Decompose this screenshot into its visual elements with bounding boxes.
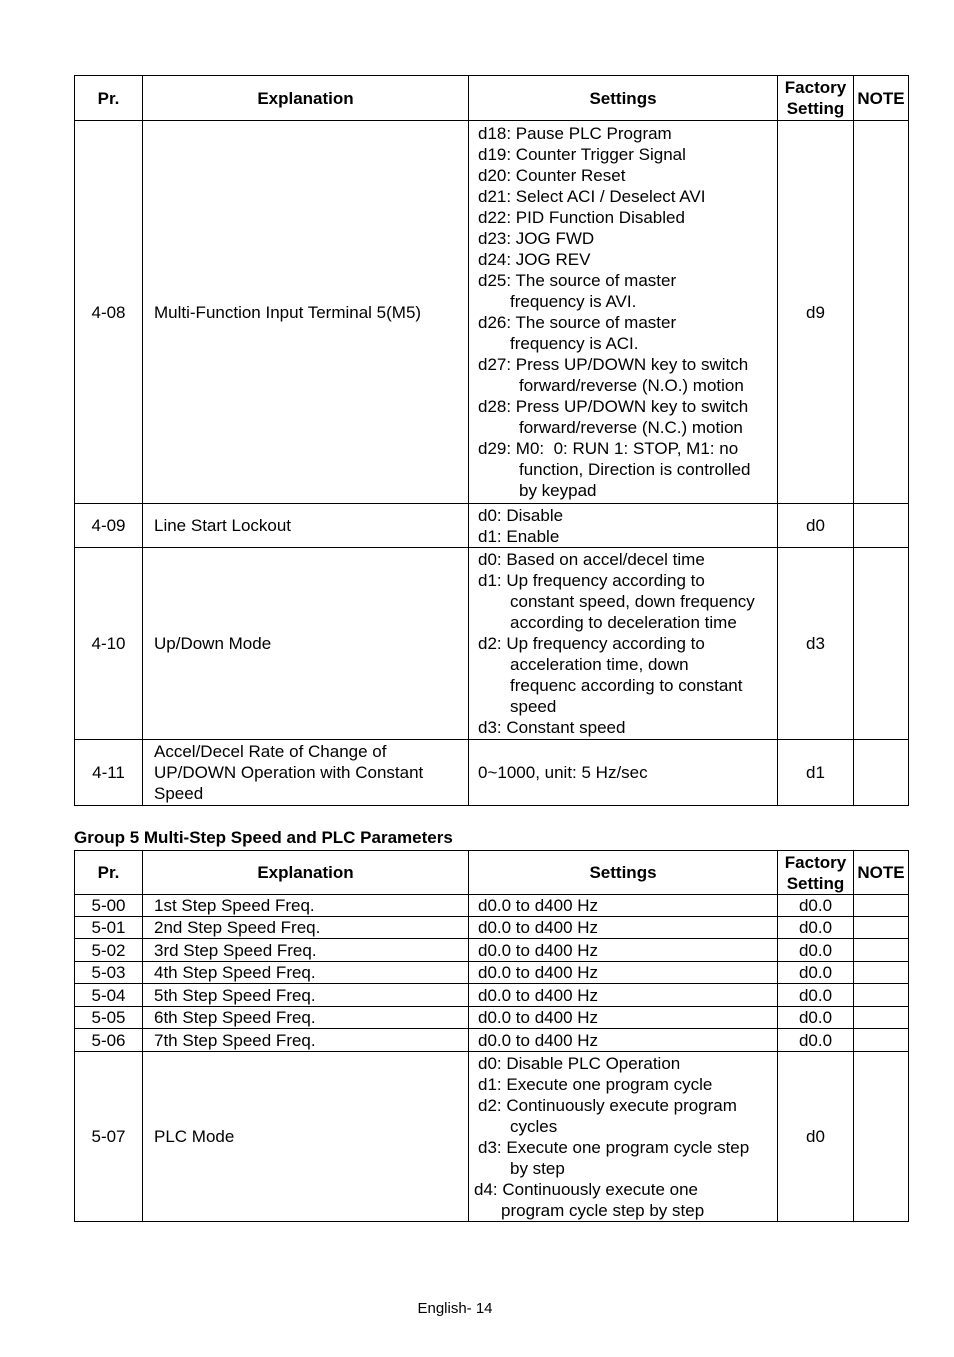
- setting-option-continuation: by keypad: [519, 481, 597, 500]
- note-cell: [854, 939, 909, 962]
- explanation-cell: PLC Mode: [143, 1052, 469, 1222]
- setting-option-continuation: cycles: [510, 1116, 558, 1136]
- explanation-cell: Accel/Decel Rate of Change of UP/DOWN Operation with Constant Speed: [143, 740, 469, 806]
- setting-option-continuation: by step: [510, 1158, 565, 1178]
- setting-option: d1: Execute one program cycle: [478, 1074, 713, 1094]
- settings-cell: [469, 740, 778, 806]
- header-factory-line2: Setting: [786, 99, 845, 118]
- table-header-row: [75, 76, 909, 121]
- factory-setting-cell: d0.0: [778, 984, 854, 1007]
- header-settings: Settings: [469, 851, 778, 895]
- explanation-cell: Line Start Lockout: [143, 504, 469, 548]
- pr-cell: 5-02: [75, 939, 143, 962]
- explanation-cell: Up/Down Mode: [143, 548, 469, 740]
- pr-cell: 4-10: [75, 548, 143, 740]
- note-cell: [854, 1052, 909, 1222]
- setting-option: d20: Counter Reset: [478, 166, 626, 185]
- settings-cell: d0.0 to d400 Hz: [469, 917, 778, 939]
- note-cell: [854, 984, 909, 1007]
- setting-option: d2: Up frequency according to: [478, 634, 705, 653]
- factory-setting-cell: d0: [778, 504, 854, 548]
- header-explanation: Explanation: [143, 76, 469, 121]
- page-number: English- 14: [417, 1300, 493, 1317]
- table-row: [75, 504, 909, 548]
- header-factory-setting: [778, 851, 854, 895]
- setting-option: d3: Constant speed: [478, 718, 626, 737]
- setting-option: d19: Counter Trigger Signal: [478, 145, 686, 164]
- header-note: NOTE: [854, 851, 909, 895]
- setting-option: d0: Based on accel/decel time: [478, 550, 705, 569]
- settings-cell: d0.0 to d400 Hz: [469, 939, 778, 962]
- note-cell: [854, 504, 909, 548]
- setting-option: d3: Execute one program cycle step: [478, 1137, 750, 1157]
- table-row: [75, 895, 909, 917]
- factory-setting-cell: d9: [778, 121, 854, 504]
- setting-option: d4: Continuously execute one: [474, 1179, 698, 1199]
- note-cell: [854, 740, 909, 806]
- table-row: [75, 1007, 909, 1029]
- setting-option-continuation: acceleration time, down: [510, 655, 689, 674]
- settings-cell: [469, 504, 778, 548]
- factory-setting-cell: d0.0: [778, 1007, 854, 1029]
- setting-option: d23: JOG FWD: [478, 229, 595, 248]
- table-row: [75, 939, 909, 962]
- table-row: [75, 1029, 909, 1052]
- settings-cell: d0.0 to d400 Hz: [469, 1029, 778, 1052]
- setting-option-continuation: frequency is AVI.: [510, 292, 637, 311]
- section-title: Group 5 Multi-Step Speed and PLC Parameters: [74, 828, 453, 847]
- table-row: [75, 548, 909, 740]
- factory-setting-cell: d0.0: [778, 962, 854, 984]
- explanation-cell: 5th Step Speed Freq.: [143, 984, 469, 1007]
- table-row: [75, 962, 909, 984]
- setting-option-continuation: speed: [510, 697, 557, 716]
- settings-cell: d0.0 to d400 Hz: [469, 1007, 778, 1029]
- setting-option-continuation: program cycle step by step: [501, 1200, 705, 1220]
- settings-cell: [469, 121, 778, 504]
- setting-option: d21: Select ACI / Deselect AVI: [478, 187, 706, 206]
- pr-cell: 5-05: [75, 1007, 143, 1029]
- setting-option: d28: Press UP/DOWN key to switch: [478, 397, 749, 416]
- header-pr: Pr.: [75, 76, 143, 121]
- factory-setting-cell: d0.0: [778, 939, 854, 962]
- settings-cell: [469, 548, 778, 740]
- pr-cell: 4-09: [75, 504, 143, 548]
- setting-option: d29: M0: 0: RUN 1: STOP, M1: no: [478, 439, 739, 458]
- setting-option: d0: Disable PLC Operation: [478, 1053, 681, 1073]
- note-cell: [854, 548, 909, 740]
- explanation-cell: 2nd Step Speed Freq.: [143, 917, 469, 939]
- table-row: [75, 917, 909, 939]
- setting-option: d26: The source of master: [478, 313, 677, 332]
- header-factory-setting: [778, 76, 854, 121]
- setting-option: 0~1000, unit: 5 Hz/sec: [478, 763, 648, 782]
- note-cell: [854, 962, 909, 984]
- pr-cell: 4-08: [75, 121, 143, 504]
- setting-option: d18: Pause PLC Program: [478, 124, 672, 143]
- setting-option-continuation: constant speed, down frequency: [510, 592, 755, 611]
- factory-setting-cell: d0.0: [778, 917, 854, 939]
- factory-setting-cell: d3: [778, 548, 854, 740]
- parameter-table-group5: [74, 850, 909, 1222]
- pr-cell: 5-01: [75, 917, 143, 939]
- setting-option: d1: Up frequency according to: [478, 571, 705, 590]
- setting-option: d0: Disable: [478, 505, 564, 525]
- explanation-cell: Multi-Function Input Terminal 5(M5): [143, 121, 469, 504]
- pr-cell: 5-07: [75, 1052, 143, 1222]
- setting-option-continuation: forward/reverse (N.C.) motion: [519, 418, 743, 437]
- note-cell: [854, 917, 909, 939]
- header-factory-line2: Setting: [786, 873, 845, 893]
- setting-option-continuation: frequenc according to constant: [510, 676, 743, 695]
- factory-setting-cell: d0: [778, 1052, 854, 1222]
- note-cell: [854, 1029, 909, 1052]
- settings-cell: d0.0 to d400 Hz: [469, 962, 778, 984]
- factory-setting-cell: d0.0: [778, 895, 854, 917]
- pr-cell: 5-00: [75, 895, 143, 917]
- header-pr: Pr.: [75, 851, 143, 895]
- setting-option-continuation: function, Direction is controlled: [519, 460, 751, 479]
- explanation-cell: 6th Step Speed Freq.: [143, 1007, 469, 1029]
- pr-cell: 4-11: [75, 740, 143, 806]
- settings-cell: d0.0 to d400 Hz: [469, 984, 778, 1007]
- note-cell: [854, 1007, 909, 1029]
- header-note: NOTE: [854, 76, 909, 121]
- setting-option-continuation: according to deceleration time: [510, 613, 737, 632]
- explanation-cell: 4th Step Speed Freq.: [143, 962, 469, 984]
- table-header-row: [75, 851, 909, 895]
- note-cell: [854, 895, 909, 917]
- pr-cell: 5-03: [75, 962, 143, 984]
- setting-option: d27: Press UP/DOWN key to switch: [478, 355, 749, 374]
- parameter-table-group4: [74, 75, 909, 806]
- setting-option-continuation: forward/reverse (N.O.) motion: [519, 376, 744, 395]
- setting-option: d22: PID Function Disabled: [478, 208, 685, 227]
- pr-cell: 5-04: [75, 984, 143, 1007]
- header-factory-line1: Factory: [784, 78, 847, 97]
- setting-option: d25: The source of master: [478, 271, 677, 290]
- table-row: [75, 740, 909, 806]
- settings-cell: [469, 1052, 778, 1222]
- header-settings: Settings: [469, 76, 778, 121]
- note-cell: [854, 121, 909, 504]
- explanation-cell: 3rd Step Speed Freq.: [143, 939, 469, 962]
- pr-cell: 5-06: [75, 1029, 143, 1052]
- table-row: [75, 984, 909, 1007]
- setting-option: d1: Enable: [478, 526, 560, 546]
- setting-option: d24: JOG REV: [478, 250, 591, 269]
- factory-setting-cell: d1: [778, 740, 854, 806]
- settings-cell: d0.0 to d400 Hz: [469, 895, 778, 917]
- explanation-cell: 7th Step Speed Freq.: [143, 1029, 469, 1052]
- factory-setting-cell: d0.0: [778, 1029, 854, 1052]
- explanation-cell: 1st Step Speed Freq.: [143, 895, 469, 917]
- header-factory-line1: Factory: [784, 852, 847, 872]
- header-explanation: Explanation: [143, 851, 469, 895]
- table-row: [75, 121, 909, 504]
- setting-option: d2: Continuously execute program: [478, 1095, 737, 1115]
- table-row: [75, 1052, 909, 1222]
- setting-option-continuation: frequency is ACI.: [510, 334, 639, 353]
